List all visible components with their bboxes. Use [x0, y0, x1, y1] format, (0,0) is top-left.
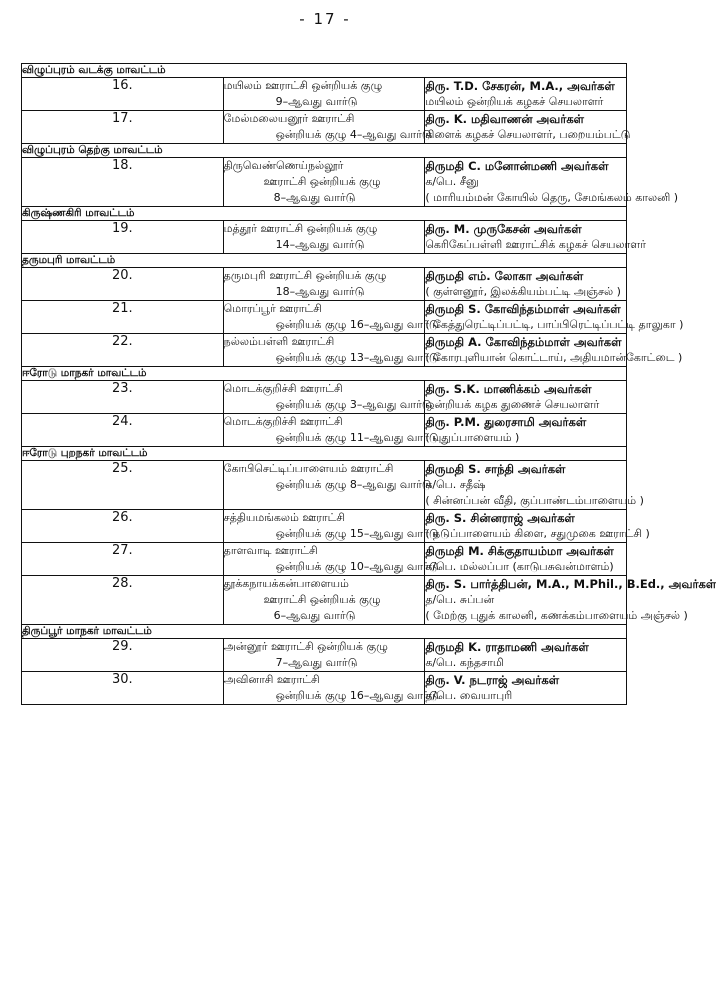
table-row [22, 510, 627, 543]
candidate-detail: ( சின்னப்பன் வீதி, குப்பாண்டம்பாளையம் ) [425, 494, 644, 507]
ward-cell [223, 576, 425, 625]
ward-cell [223, 639, 425, 672]
ward-line: ஒன்றியக் குழு 16–ஆவது வார்டு [275, 318, 439, 331]
candidate-name: திரு. S. பார்த்திபன், M.A., M.Phil., B.Ed., அவர்கள் [425, 577, 716, 591]
serial-number: 20. [22, 268, 224, 301]
candidate-cell [425, 461, 644, 510]
ward-line: தாளவாடி ஊராட்சி [223, 544, 318, 557]
ward-line: 6–ஆவது வார்டு [273, 609, 356, 622]
ward-line: 7–ஆவது வார்டு [275, 656, 358, 669]
ward-cell [223, 334, 439, 367]
ward-cell [223, 268, 425, 301]
candidate-name: திருமதி C. மனோன்மணி அவர்கள் [425, 159, 609, 173]
table-row [22, 414, 627, 447]
district-heading: விழுப்புரம் வடக்கு மாவட்டம் [22, 64, 627, 78]
ward-line: தருமபுரி ஊராட்சி ஒன்றியக் குழு [223, 269, 387, 282]
ward-line: மேல்மலையனூர் ஊராட்சி [223, 112, 355, 125]
table-row [22, 334, 627, 367]
candidate-name: திரு. M. முருகேசன் அவர்கள் [425, 222, 582, 236]
ward-cell [223, 111, 432, 144]
candidate-name: திருமதி S. சாந்தி அவர்கள் [425, 462, 566, 476]
candidate-detail: கிளைக் கழகச் செயலாளர், பறையம்பட்டு [425, 128, 631, 141]
table-row [22, 111, 627, 144]
candidate-cell [425, 543, 627, 576]
candidate-cell [425, 268, 627, 301]
candidate-detail: ஒன்றியக் கழக துணைச் செயலாளர் [425, 398, 600, 411]
candidate-detail: க/பெ. கந்தசாமி [425, 656, 504, 669]
ward-line: ஒன்றியக் குழு 10–ஆவது வார்டு [275, 560, 439, 573]
candidate-cell [425, 78, 627, 111]
candidate-table-body [22, 64, 716, 705]
serial-number: 25. [22, 461, 224, 510]
candidate-table [21, 63, 716, 705]
ward-line: கோபிசெட்டிப்பாளையம் ஊராட்சி [223, 462, 394, 475]
district-heading-row [22, 64, 627, 78]
candidate-cell [425, 381, 627, 414]
ward-line: மொடக்குறிச்சி ஊராட்சி [223, 382, 343, 395]
candidate-detail: க/பெ. சதீஷ் [425, 478, 486, 491]
ward-cell [223, 221, 425, 254]
table-row [22, 576, 627, 625]
table-row [22, 301, 627, 334]
candidate-name: திரு. K. மதிவாணன் அவர்கள் [425, 112, 585, 126]
candidate-name: திரு. P.M. துரைசாமி அவர்கள் [425, 415, 587, 429]
table-row [22, 672, 627, 705]
candidate-detail: ( நடுப்பாளையம் கிளை, சதுமுகை ஊராட்சி ) [425, 527, 650, 540]
candidate-detail: ( கேத்துரெட்டிப்பட்டி, பாப்பிரெட்டிப்பட்டி தாலுகா ) [425, 318, 684, 331]
ward-cell [223, 301, 439, 334]
ward-line: அன்னூர் ஊராட்சி ஒன்றியக் குழு [223, 640, 388, 653]
candidate-name: திருமதி S. கோவிந்தம்மாள் அவர்கள் [425, 302, 621, 316]
district-heading: திருப்பூர் மாநகர் மாவட்டம் [22, 625, 627, 639]
candidate-cell [425, 672, 627, 705]
ward-line: ஒன்றியக் குழு 16–ஆவது வார்டு [275, 689, 439, 702]
table-row [22, 639, 627, 672]
ward-line: ஊராட்சி ஒன்றியக் குழு [263, 175, 381, 188]
candidate-cell [425, 334, 683, 367]
table-row [22, 158, 627, 207]
ward-cell [223, 510, 439, 543]
serial-number: 21. [22, 301, 224, 334]
ward-line: 18–ஆவது வார்டு [275, 285, 365, 298]
ward-line: மயிலம் ஊராட்சி ஒன்றியக் குழு [223, 79, 383, 92]
ward-line: 14–ஆவது வார்டு [275, 238, 365, 251]
candidate-detail: மயிலம் ஒன்றியக் கழகச் செயலாளர் [425, 95, 604, 108]
ward-cell [223, 461, 432, 510]
candidate-name: திரு. S. சின்னராஜ் அவர்கள் [425, 511, 575, 525]
ward-line: மொரப்பூர் ஊராட்சி [223, 302, 322, 315]
serial-number: 24. [22, 414, 224, 447]
serial-number: 29. [22, 639, 224, 672]
candidate-detail: கெரிகேப்பள்ளி ஊராட்சிக் கழகச் செயலாளர் [425, 238, 646, 251]
candidate-cell [425, 414, 627, 447]
table-row [22, 461, 627, 510]
ward-line: 8–ஆவது வார்டு [273, 191, 356, 204]
serial-number: 23. [22, 381, 224, 414]
ward-cell [223, 158, 425, 207]
candidate-detail: க/பெ. மல்லப்பா (காடுபசுவன்மாளம்) [425, 560, 614, 573]
district-heading: ஈரோடு புறநகர் மாவட்டம் [22, 447, 627, 461]
district-heading: கிருஷ்ணகிரி மாவட்டம் [22, 207, 627, 221]
ward-cell [223, 414, 439, 447]
ward-line: நல்லம்பள்ளி ஊராட்சி [223, 335, 335, 348]
district-heading-row [22, 625, 627, 639]
candidate-name: திரு. V. நடராஜ் அவர்கள் [425, 673, 560, 687]
candidate-detail: ( புதுப்பாளையம் ) [425, 431, 520, 444]
ward-line: தூக்கநாயக்கன்பாளையம் [223, 577, 349, 590]
district-heading: ஈரோடு மாநகர் மாவட்டம் [22, 367, 627, 381]
table-row [22, 543, 627, 576]
candidate-detail: த/பெ. சுப்பன் [425, 593, 495, 606]
candidate-detail: க/பெ. சீனு [425, 175, 479, 188]
ward-cell [223, 381, 432, 414]
candidate-cell [425, 639, 627, 672]
ward-line: ஒன்றியக் குழு 8–ஆவது வார்டு [275, 478, 432, 491]
serial-number: 28. [22, 576, 224, 625]
serial-number: 26. [22, 510, 224, 543]
ward-line: சத்தியமங்கலம் ஊராட்சி [223, 511, 346, 524]
ward-cell [223, 543, 439, 576]
candidate-detail: ( கோரபுளியான் கொட்டாய், அதியமான்கோட்டை ) [425, 351, 683, 364]
serial-number: 22. [22, 334, 224, 367]
district-heading-row [22, 207, 627, 221]
ward-line: மொடக்குறிச்சி ஊராட்சி [223, 415, 343, 428]
ward-line: ஒன்றியக் குழு 11–ஆவது வார்டு [275, 431, 439, 444]
candidate-detail: த/பெ. வையாபுரி [425, 689, 513, 702]
district-heading-row [22, 144, 627, 158]
district-heading: விழுப்புரம் தெற்கு மாவட்டம் [22, 144, 627, 158]
table-row [22, 381, 627, 414]
candidate-name: திருமதி A. கோவிந்தம்மாள் அவர்கள் [425, 335, 622, 349]
serial-number: 30. [22, 672, 224, 705]
ward-line: ஊராட்சி ஒன்றியக் குழு [263, 593, 381, 606]
table-row [22, 78, 627, 111]
ward-line: திருவெண்ணெய்நல்லூர் [223, 159, 344, 172]
candidate-cell [425, 301, 684, 334]
table-row [22, 221, 627, 254]
ward-cell [223, 672, 439, 705]
ward-line: ஒன்றியக் குழு 3–ஆவது வார்டு [275, 398, 432, 411]
candidate-name: திருமதி M. சிக்குதாயம்மா அவர்கள் [425, 544, 614, 558]
candidate-detail: ( மேற்கு புதுக் காலனி, கணக்கம்பாளையம் அஞ்சல் ) [425, 609, 688, 622]
ward-cell [223, 78, 425, 111]
candidate-cell [425, 158, 679, 207]
ward-line: ஒன்றியக் குழு 13–ஆவது வார்டு [275, 351, 439, 364]
candidate-cell [425, 510, 650, 543]
candidate-cell [425, 221, 646, 254]
candidate-cell [425, 111, 631, 144]
candidate-cell [425, 576, 716, 625]
candidate-detail: ( குள்ளனூர், இலக்கியம்பட்டி அஞ்சல் ) [425, 285, 621, 298]
serial-number: 19. [22, 221, 224, 254]
table-row [22, 268, 627, 301]
serial-number: 17. [22, 111, 224, 144]
district-heading-row [22, 367, 627, 381]
ward-line: ஒன்றியக் குழு 15–ஆவது வார்டு [275, 527, 439, 540]
ward-line: மத்தூர் ஊராட்சி ஒன்றியக் குழு [223, 222, 378, 235]
serial-number: 18. [22, 158, 224, 207]
serial-number: 16. [22, 78, 224, 111]
ward-line: ஒன்றியக் குழு 4–ஆவது வார்டு [275, 128, 432, 141]
ward-line: அவினாசி ஊராட்சி [223, 673, 320, 686]
candidate-name: திரு. T.D. சேகரன், M.A., அவர்கள் [425, 79, 615, 93]
candidate-name: திருமதி எம். லோகா அவர்கள் [425, 269, 584, 283]
candidate-name: திரு. S.K. மாணிக்கம் அவர்கள் [425, 382, 592, 396]
candidate-name: திருமதி K. ராதாமணி அவர்கள் [425, 640, 589, 654]
district-heading-row [22, 447, 627, 461]
district-heading: தருமபுரி மாவட்டம் [22, 254, 627, 268]
district-heading-row [22, 254, 627, 268]
candidate-detail: ( மாரியம்மன் கோயில் தெரு, சேமங்கலம் காலனி ) [425, 191, 679, 204]
serial-number: 27. [22, 543, 224, 576]
page-number: - 17 - [299, 10, 351, 28]
ward-line: 9–ஆவது வார்டு [275, 95, 358, 108]
